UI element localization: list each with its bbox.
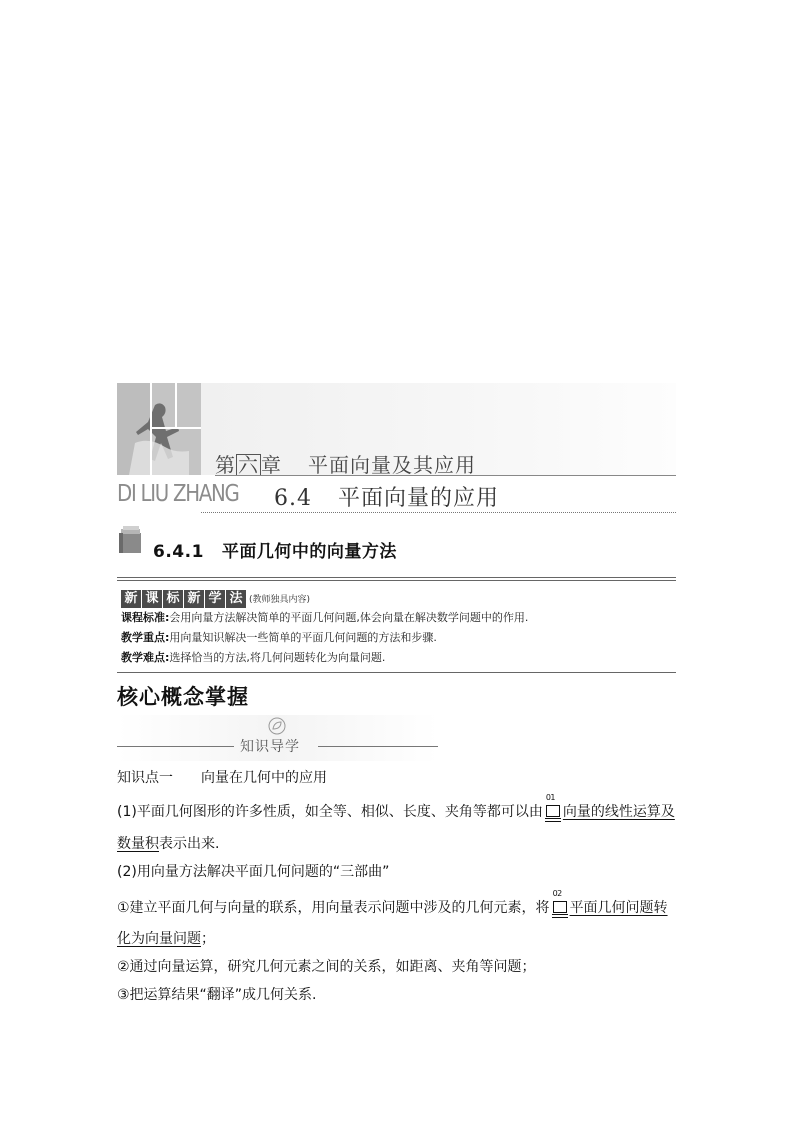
standards-tag-row [121,588,676,608]
chapter-banner [117,383,676,513]
standard-text: 选择恰当的方法,将几何问题转化为向量问题. [169,651,386,664]
divider [117,672,676,673]
guide-label: 知识导学 [240,739,300,755]
paragraph-text: 表示出来. [159,836,220,852]
standard-line [121,608,676,628]
answer-blank-marker [545,793,561,819]
standard-text: 用向量知识解决一些简单的平面几何问题的方法和步骤. [169,631,437,644]
standards-note: (教师独具内容) [249,595,311,605]
standard-label: 课程标准: [121,611,170,624]
guide-rule [117,746,234,747]
step-3: ③把运算结果“翻译”成几何关系. [117,987,317,1003]
photo-frame-line [150,427,201,429]
standards-tag: 新 [121,590,141,608]
subsection-title [153,537,397,562]
chapter-title: 平面向量及其应用 [308,453,476,477]
answer-blank-marker [552,889,568,915]
standard-label: 教学重点: [121,631,170,644]
chapter-heading [215,449,476,478]
section-heading [274,481,499,512]
knowledge-point-label: 知识点一 [117,770,173,786]
book-icon [117,525,143,555]
knowledge-point-heading [117,767,327,787]
subsection-heading [117,525,676,577]
leaf-icon [268,717,286,735]
curriculum-standards [121,588,676,668]
answer-text: 化为向量问题 [117,931,201,947]
paragraph-text: ； [201,931,215,947]
section-title: 平面向量的应用 [338,486,500,511]
knowledge-point-title: 向量在几何中的应用 [201,770,327,786]
paragraph-1-line-1 [117,793,675,821]
subsection-number: 6.4.1 [153,542,204,562]
paragraph-text: ①建立平面几何与向量的联系，用向量表示问题中涉及的几何元素，将 [117,900,550,916]
step-2: ②通过向量运算，研究几何元素之间的关系，如距离、夹角等问题； [117,959,536,975]
standard-line [121,628,676,648]
step-1-line-2 [117,928,215,948]
standards-tag: 标 [163,590,183,608]
chapter-pinyin: DI LIU ZHANG [117,481,239,507]
paragraph-text: (1)平面几何图形的许多性质，如全等、相似、长度、夹角等都可以由 [117,804,543,820]
standards-tag: 课 [142,590,162,608]
chapter-photo [117,383,201,475]
section-number: 6.4 [274,486,312,511]
standards-tag: 法 [226,590,246,608]
chapter-suffix: 章 [261,453,282,477]
blank-number: 02 [552,889,562,898]
chapter-number: 六 [238,453,259,477]
divider [117,580,676,581]
standard-label: 教学难点: [121,651,170,664]
paragraph-2: (2)用向量方法解决平面几何问题的“三部曲” [117,864,390,880]
blank-number: 01 [545,793,556,802]
answer-text: 平面几何问题转 [569,900,668,916]
guide-rule [318,746,438,747]
core-concepts-title: 核心概念掌握 [117,685,249,709]
answer-text: 数量积 [117,836,159,852]
step-1-line-1 [117,889,668,917]
standard-line [121,648,676,668]
photo-frame-line [175,383,177,427]
answer-text: 向量的线性运算及 [562,804,675,820]
knowledge-guide-bar [117,715,438,761]
divider [117,577,676,578]
paragraph-1-line-2 [117,833,219,853]
banner-rule [215,475,676,476]
chapter-prefix: 第 [215,453,236,477]
standard-text: 会用向量方法解决简单的平面几何问题,体会向量在解决数学问题中的作用. [169,611,529,624]
standards-tag: 学 [205,590,225,608]
standards-tag: 新 [184,590,204,608]
subsection-name: 平面几何中的向量方法 [221,542,397,562]
banner-dotted-rule [201,512,676,513]
